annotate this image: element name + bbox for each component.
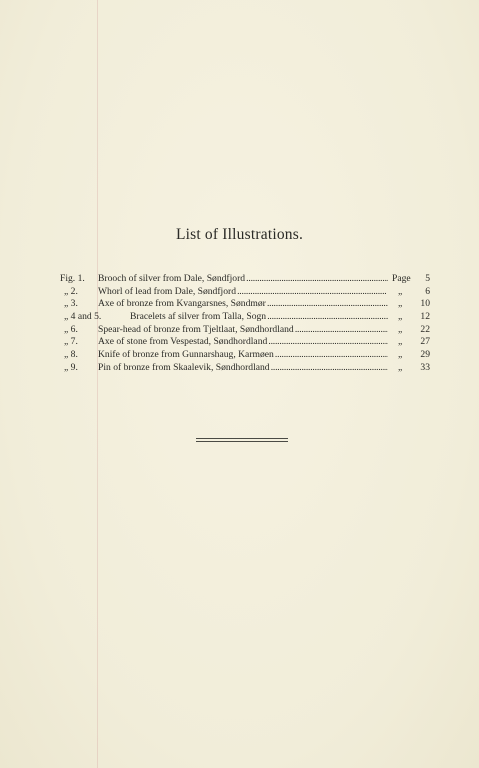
list-item <box>60 298 432 311</box>
leader-dots <box>274 349 388 360</box>
entry-title <box>98 324 388 337</box>
list-item <box>60 311 432 324</box>
page-label: „ <box>398 298 403 310</box>
page-label: „ <box>398 285 403 297</box>
leader-dots <box>266 311 388 322</box>
illustrations-list <box>60 273 432 375</box>
page-number: 5 <box>425 273 430 284</box>
page-number: 29 <box>420 349 430 361</box>
page-label: „ <box>398 336 403 348</box>
double-rule-bottom <box>196 441 288 442</box>
entry-title-text: Spear-head of bronze from Tjeltlaat, Søndhordland <box>98 323 294 335</box>
list-item <box>60 324 432 337</box>
entry-title-text: Brooch of silver from Dale, Søndfjord <box>98 273 246 284</box>
entry-title <box>130 311 388 324</box>
list-item <box>60 336 432 349</box>
leader-dots <box>266 298 388 309</box>
entry-title-text: Knife of bronze from Gunnarshaug, Karmøen <box>98 349 274 361</box>
figure-number: „ 3. <box>64 298 78 310</box>
list-item <box>60 362 432 375</box>
page-number: 6 <box>425 285 430 297</box>
entry-title <box>98 273 388 286</box>
leader-dots <box>236 286 385 297</box>
page-number: 22 <box>420 323 430 335</box>
entry-title <box>98 298 388 311</box>
figure-number: „ 7. <box>64 336 78 348</box>
entry-title-text: Axe of bronze from Kvangarsnes, Søndmør <box>98 298 266 310</box>
double-rule-top <box>196 438 288 439</box>
page-number: 10 <box>420 298 430 310</box>
leader-dots <box>294 324 388 335</box>
page-number: 12 <box>420 311 430 323</box>
entry-title <box>98 286 388 299</box>
leader-dots <box>270 362 388 373</box>
figure-number: „ 8. <box>64 349 78 361</box>
entry-title-text: Whorl of lead from Dale, Søndfjord <box>98 285 237 297</box>
entry-title-text: Pin of bronze from Skaalevik, Søndhordland <box>98 361 270 373</box>
page-label: „ <box>398 311 403 323</box>
page-label: „ <box>398 323 403 335</box>
figure-number: Fig. 1. <box>60 273 85 284</box>
page-number: 27 <box>420 336 430 348</box>
figure-number: „ 4 and 5. <box>64 311 102 323</box>
figure-number: „ 6. <box>64 323 78 335</box>
entry-title-text: Bracelets af silver from Talla, Sogn <box>130 311 267 323</box>
list-item <box>60 286 432 299</box>
figure-number: „ 2. <box>64 285 78 297</box>
page-number: 33 <box>420 361 430 373</box>
leader-dots <box>245 273 388 284</box>
leader-dots <box>267 336 388 347</box>
entry-title <box>98 362 388 375</box>
page-label: „ <box>398 349 403 361</box>
list-item <box>60 273 432 286</box>
entry-title <box>98 349 388 362</box>
entry-title-text: Axe of stone from Vespestad, Søndhordland <box>98 336 268 348</box>
page-label: „ <box>398 361 403 373</box>
page-label: Page <box>392 273 411 284</box>
margin-line <box>97 0 98 768</box>
figure-number: „ 9. <box>64 361 78 373</box>
entry-title <box>98 336 388 349</box>
list-item <box>60 349 432 362</box>
page-title: List of Illustrations. <box>175 226 304 243</box>
